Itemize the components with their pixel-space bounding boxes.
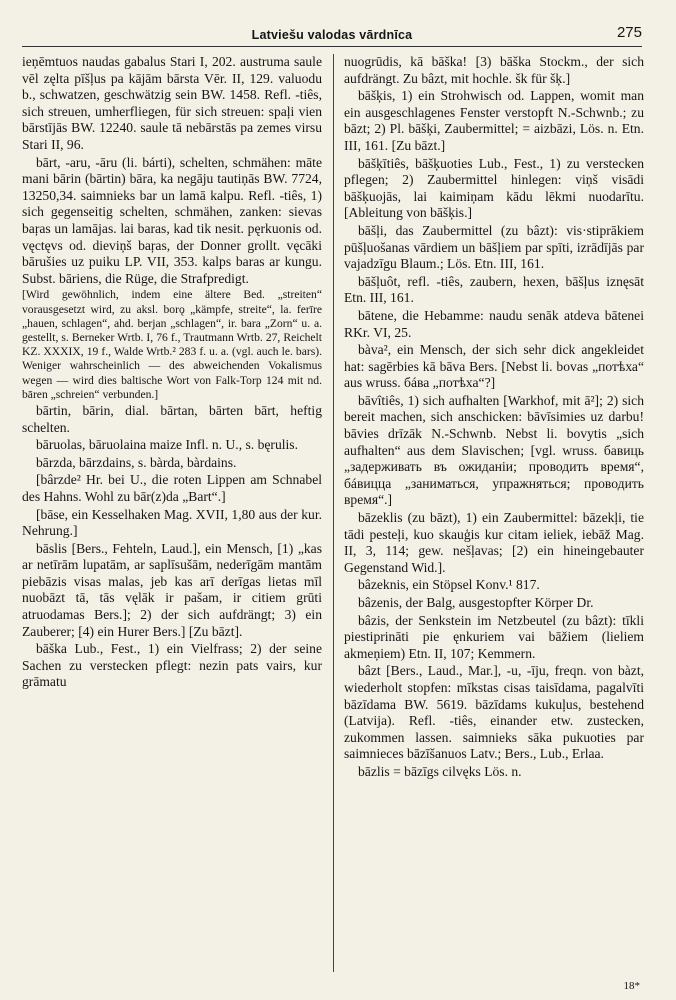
entry-base: [bāse, ein Kesselhaken Mag. XVII, 1,80 aus der kur. Nehrung.] (22, 506, 322, 539)
column-divider (333, 54, 334, 972)
entry-basli: bāšļi, das Zaubermittel (zu bâzt): vis·stiprākiem pūšļuošanas vārdiem un bāšļiem par spīti, izrādījās par vajadzīgu Blaum.; Lös. Etn. III, 161. (344, 222, 644, 272)
entry-bazeklis: bāzeklis (zu bāzt), 1) ein Zaubermittel: bāzekļi, tie tādi pesteļi, kuo skauģis kur citam ieliek, iebāž Mag. II, 3, 114; gew. nešļavas; [2) ein hineingebauter Gegenstand Wid.]. (344, 510, 644, 575)
entry-baska: bāška Lub., Fest., 1) ein Vielfrass; 2) der seine Sachen zu verstecken pflegt: nezin pats vairs, kur grāmatu (22, 641, 322, 690)
page-header (22, 10, 642, 47)
entry-bazt: bâzt [Bers., Laud., Mar.], -u, -īju, freqn. von bàzt, wiederholt stopfen: mīkstas cisas taisīdama, pagalvīti bāzīdama BW. 5619. bāzīdams kukuļus, bestehend (Latvija). Refl. -tiês, einander etw. zustecken, zukommen lassen. saimnieks sāka pukuoties par saimnieces bāzīšanuos Latv.; Bers., Lub., Erlaa. (344, 663, 644, 762)
entry-bartin: bārtin, bārin, dial. bārtan, bārten bārt, heftig schelten. (22, 402, 322, 435)
entry-baruolas: bāruolas, bāruolaina maize Infl. n. U., s. bęrulis. (36, 437, 298, 453)
entry-baslis: bāslis [Bers., Fehteln, Laud.], ein Mensch, [1) „kas ar netīrām lupatām, ar saplīsušām, nederīgām mantām piebāzis visas malas, jeb kas arī derīgas lietas mīl nuobāzt tā, tās vęlāk ir pašam, ir citiem grūti atruodamas Bers.]; 2) der sich aufdrängt; 3) ein Zauberer; [4) ein Hurer Bers.] [Zu bāzt]. (22, 540, 322, 639)
entry-bart: bārt, -aru, -āru (li. bárti), schelten, schmähen: māte mani bārin (bārtin) bāra, ka negāju tautiņās BW. 7724, 13250,34. saimnieks bar un lamā kalpu. Refl. -tiês, 1) sich gegenseitig schelten, schmähen, zanken: sievas baŗas un lamājas. lai baras, kad tik nesit. pęrkuonis od. vęctęvs od. dieviņš baŗas, der Donner grollt. vęcāki bārušies uz puiku LP. VII, 353. kalps baras ar kungu. Subst. bāriens, die Rüge, die Strafpredigt. (22, 154, 322, 286)
entry-basluot: bāšļuôt, refl. -tiês, zaubern, hexen, bāšļus iznęsāt Etn. III, 161. (344, 273, 644, 306)
left-column (22, 54, 322, 972)
signature-mark: 18* (623, 980, 640, 992)
running-title: Latviešu valodas vārdnīca (251, 28, 413, 42)
etymology-note-bart: [Wird gewöhnlich, indem eine ältere Bed. „streiten“ vorausgesetzt wird, zu aksl. borǫ „kämpfe, streite“, la. ferīre „hauen, schlagen“, ahd. berjan „schlagen“, ir. bara „Zorn“ u. a. gestellt, s. Berneker Wrtb. I, 76 f., Trautmann Wrtb. 27, Reichelt KZ. XXXIX, 19 f., Walde Wrtb.² 283 f. u. a. (vgl. auch le. bars). Weniger wahrscheinlich — des abweichenden Vokalismus wegen — wird dies baltische Wort von Falk-Torp 124 mit nd. bāren „schreien“ verbunden.] (22, 288, 322, 401)
entry-bazlis: bāzlis = bāzīgs cilvęks Lös. n. (358, 763, 522, 779)
entry-bazis: bâzis, der Senkstein im Netzbeutel (zu bâzt): tīkli piestiprināti pie ęnkuriem vai bāžiem (lieliem akmeņiem) Etn. II, 107; Kemmern. (344, 612, 644, 661)
entry-baskis: bāšķis, 1) ein Strohwisch od. Lappen, womit man ein ausgeschlagenes Fenster verstopft N.-Schwnb.; zu bāzt; 2) Pl. bāšķi, Zaubermittel; = aizbāzi, Lös. n. Etn. III, 161. [Zu bāzt.] (344, 88, 644, 153)
right-column (344, 54, 644, 972)
entry-barzde: [bârzde² Hr. bei U., die roten Lippen am Schnabel des Hahns. Wohl zu bār(z)da „Bart“.] (22, 472, 322, 504)
entry-continuation-baska: nuogrūdis, kā bāška! [3) bāška Stockm., der sich aufdrängt. Zu bâzt, mit hochle. šk für šķ.] (344, 54, 644, 86)
entry-bava: bàva², ein Mensch, der sich sehr dick angekleidet hat: sagērbies kā bāva Bers. [Nebst li. bovas „потѣха“ aus wruss. бáва „потѣха“?] (344, 342, 644, 391)
entry-continuation: ieņēmtuos naudas gabalus Stari I, 202. austruma saule vēl zęlta pīšļus pa kājām bārsta Vēr. II, 129. valuodu b., schwatzen, geschwätzig sein BW. 1458. Refl. -tiês, sich streuen, umherfliegen, für sich streuen: spaļi vien bārstījās BW. 12240. saule tā nebārstās pa zemes virsu Stari II, 96. (22, 54, 322, 152)
entry-barzda: bārzda, bārzdains, s. bàrda, bàrdains. (36, 454, 237, 470)
entry-bavities: bāvîtiês, 1) sich aufhalten [Warkhof, mit ā²]; 2) sich bereit machen, sich anschicken: bāvīsimies uz darbu! bāvies drīzāk N.-Schwnb. Nebst li. bovytis „sich aufhalten“ aus dem Slavischen; [vgl. wruss. бавиць „задерживать въ ожиданiи; проводить время“, бáвиццa „заниматься, упражняться; проводить время“.] (344, 392, 644, 508)
entry-baskities: bāšķītiês, bāšķuoties Lub., Fest., 1) zu verstecken pflegen; 2) Zaubermittel hinlegen: viņš visādi bāšķuojās, lai kaimiņam kādu lēkmi nuodarītu. [Ableitung von bāšķis.] (344, 155, 644, 221)
entry-batene: bātene, die Hebamme: naudu senāk atdeva bātenei RKr. VI, 25. (344, 307, 644, 340)
page-number: 275 (616, 24, 642, 41)
entry-bazeknis: bâzeknis, ein Stöpsel Konv.¹ 817. (358, 577, 540, 593)
entry-bazenis: bâzenis, der Balg, ausgestopfter Körper Dr. (358, 595, 594, 610)
